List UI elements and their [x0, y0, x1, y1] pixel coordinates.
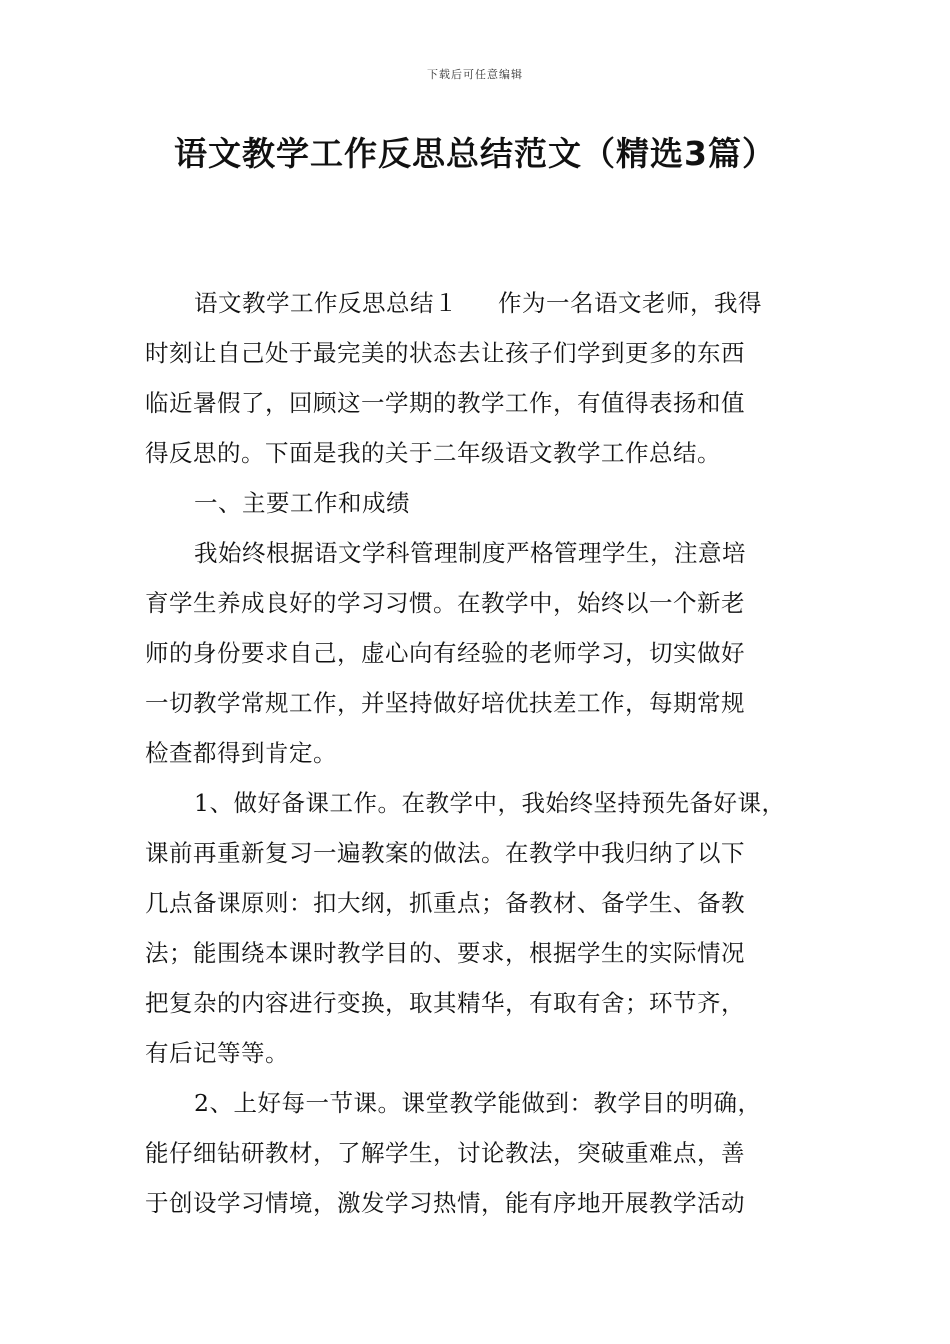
body-line: 课前再重新复习一遍教案的做法。在教学中我归纳了以下 — [145, 839, 745, 867]
body-line: 师的身份要求自己，虚心向有经验的老师学习，切实做好 — [145, 639, 745, 667]
body-line: 几点备课原则：扣大纲，抓重点；备教材、备学生、备教 — [145, 889, 745, 917]
body-line: 一切教学常规工作，并坚持做好培优扶差工作，每期常规 — [145, 689, 745, 717]
body-line: 有后记等等。 — [145, 1039, 289, 1067]
body-line: 能仔细钻研教材，了解学生，讨论教法，突破重难点，善 — [145, 1139, 745, 1167]
document-body — [145, 278, 817, 1228]
body-line: 临近暑假了，回顾这一学期的教学工作，有值得表扬和值 — [145, 389, 745, 417]
body-line: 2、上好每一节课。课堂教学能做到：教学目的明确， — [194, 1089, 762, 1117]
document-title: 语文教学工作反思总结范文（精选3篇） — [174, 134, 776, 173]
header-note: 下载后可任意编辑 — [427, 68, 523, 81]
body-line: 时刻让自己处于最完美的状态去让孩子们学到更多的东西 — [145, 339, 745, 367]
body-line: 得反思的。下面是我的关于二年级语文教学工作总结。 — [145, 439, 721, 467]
body-line: 我始终根据语文学科管理制度严格管理学生，注意培 — [194, 539, 746, 567]
body-line: 法；能围绕本课时教学目的、要求，根据学生的实际情况 — [145, 939, 745, 967]
body-text: 作为一名语文老师，我得 — [498, 289, 762, 317]
body-line: 1、做好备课工作。在教学中，我始终坚持预先备好课， — [194, 789, 786, 817]
body-line: 把复杂的内容进行变换，取其精华，有取有舍；环节齐， — [145, 989, 745, 1017]
section-heading-inline: 语文教学工作反思总结１ — [194, 289, 458, 317]
body-line: 检查都得到肯定。 — [145, 739, 337, 767]
body-line — [145, 278, 817, 328]
section-heading: 一、主要工作和成绩 — [194, 489, 410, 517]
body-line: 育学生养成良好的学习习惯。在教学中，始终以一个新老 — [145, 589, 745, 617]
body-line: 于创设学习情境，激发学习热情，能有序地开展教学活动 — [145, 1189, 745, 1217]
